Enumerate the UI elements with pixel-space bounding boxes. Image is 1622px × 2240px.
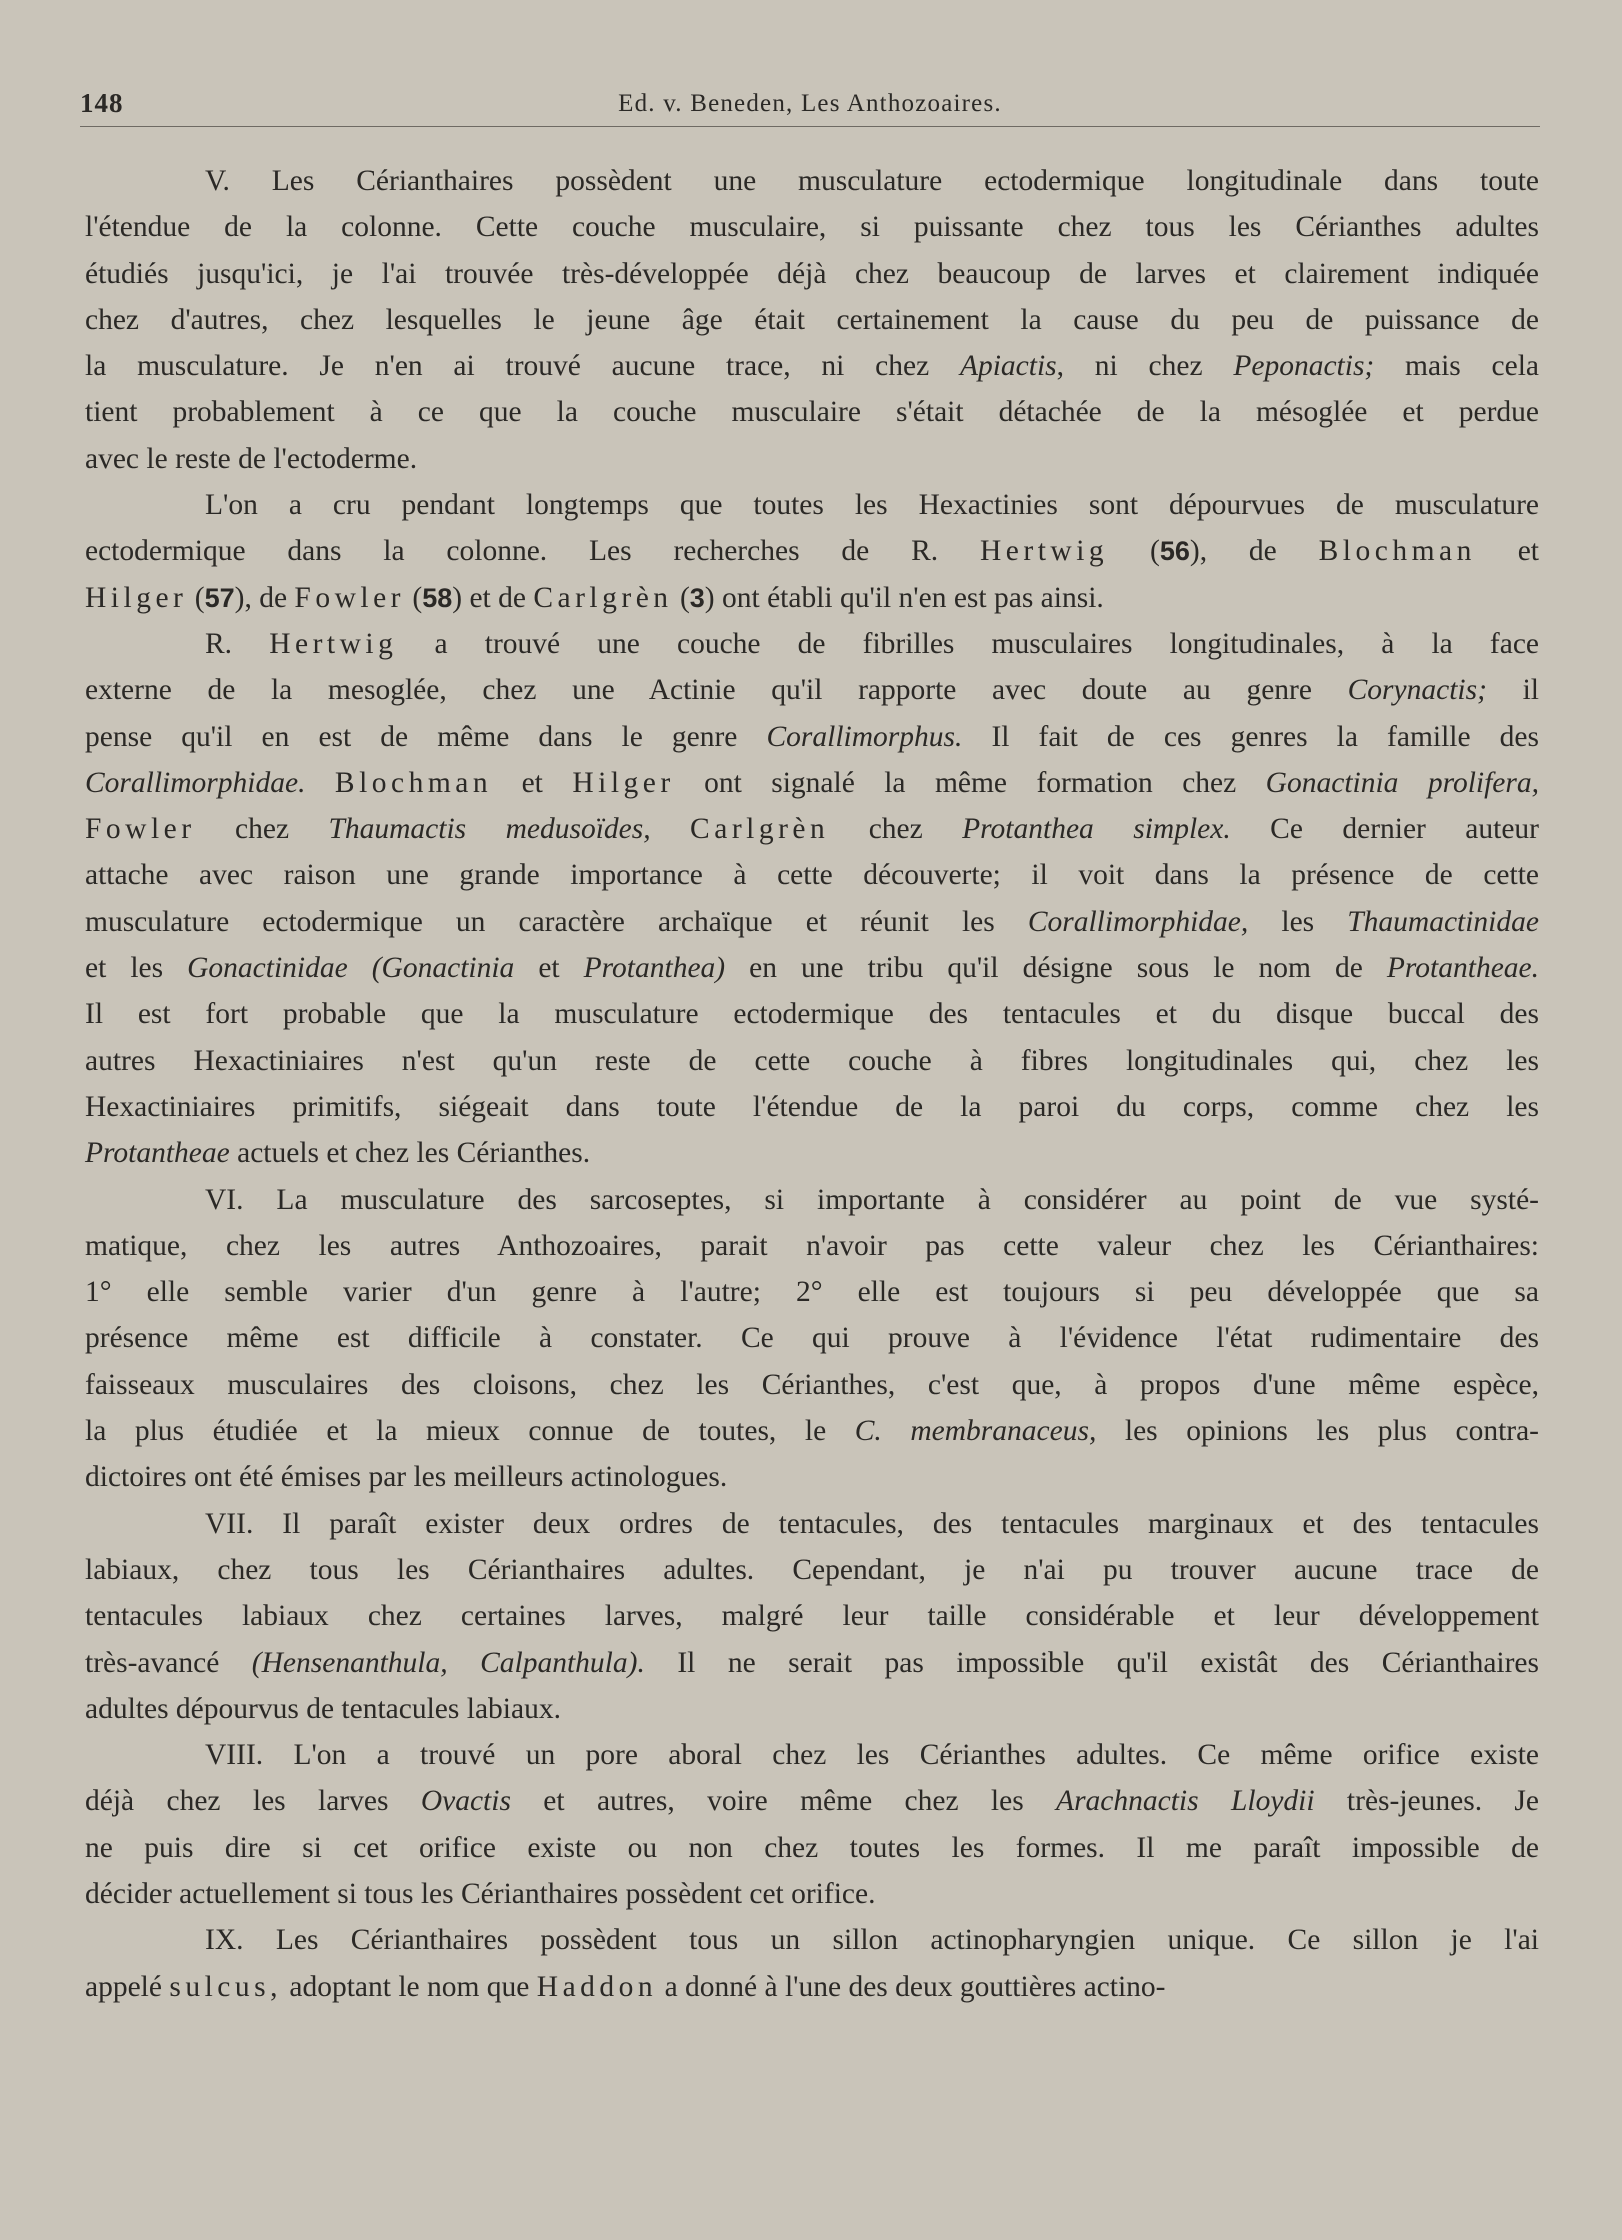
body-text: [85, 158, 1539, 2010]
text-line: R. Hertwig a trouvé une couche de fibrilles musculaires longitudinales, à la face: [205, 627, 1539, 660]
text-line: faisseaux musculaires des cloisons, chez les Cérianthes, c'est que, à propos d'une même espèce,: [85, 1368, 1539, 1401]
text-line: tient probablement à ce que la couche musculaire s'était détachée de la mésoglée et perdue: [85, 396, 1539, 429]
page-number: 148: [80, 88, 124, 118]
text-line: avec le reste de l'ectoderme.: [85, 442, 418, 475]
text-line: déjà chez les larves Ovactis et autres, voire même chez les Arachnactis Lloydii très-jeunes. Je: [85, 1785, 1540, 1818]
text-line: adultes dépourvus de tentacules labiaux.: [85, 1692, 561, 1725]
paragraph: [85, 621, 1539, 1177]
text-line: ectodermique dans la colonne. Les recherches de R. Hertwig (56), de Blochman et: [85, 535, 1540, 568]
text-line: la musculature. Je n'en ai trouvé aucune trace, ni chez Apiactis, ni chez Peponactis; mais cela: [85, 350, 1540, 383]
text-line: VI. La musculature des sarcoseptes, si importante à considérer au point de vue systé-: [205, 1183, 1539, 1216]
text-line: Il est fort probable que la musculature ectodermique des tentacules et du disque buccal des: [85, 998, 1539, 1031]
paragraph: [85, 1501, 1539, 1732]
text-line: Protantheae actuels et chez les Cérianthes.: [85, 1137, 591, 1170]
text-line: étudiés jusqu'ici, je l'ai trouvée très-développée déjà chez beaucoup de larves et clairement indiquée: [85, 257, 1539, 290]
text-line: L'on a cru pendant longtemps que toutes les Hexactinies sont dépourvues de musculature: [205, 489, 1539, 522]
text-line: externe de la mesoglée, chez une Actinie qu'il rapporte avec doute au genre Corynactis; il: [85, 674, 1539, 707]
text-line: 1° elle semble varier d'un genre à l'autre; 2° elle est toujours si peu développée que sa: [85, 1276, 1539, 1309]
text-line: V. Les Cérianthaires possèdent une musculature ectodermique longitudinale dans toute: [205, 165, 1539, 197]
text-line: ne puis dire si cet orifice existe ou non chez toutes les formes. Il me paraît impossible de: [85, 1831, 1539, 1864]
paragraph: [85, 1917, 1539, 2010]
paragraph: [85, 482, 1539, 621]
text-line: l'étendue de la colonne. Cette couche musculaire, si puissante chez tous les Cérianthes adultes: [85, 211, 1539, 244]
text-line: IX. Les Cérianthaires possèdent tous un sillon actinopharyngien unique. Ce sillon je l'ai: [205, 1924, 1539, 1957]
text-line: labiaux, chez tous les Cérianthaires adultes. Cependant, je n'ai pu trouver aucune trace de: [85, 1553, 1539, 1586]
text-line: la plus étudiée et la mieux connue de toutes, le C. membranaceus, les opinions les plus contra-: [85, 1415, 1539, 1448]
text-line: matique, chez les autres Anthozoaires, parait n'avoir pas cette valeur chez les Cérianthaires:: [85, 1229, 1539, 1262]
text-line: très-avancé (Hensenanthula, Calpanthula). Il ne serait pas impossible qu'il existât des Cérianthaires: [85, 1646, 1540, 1679]
text-line: musculature ectodermique un caractère archaïque et réunit les Corallimorphidae, les Thaumactinidae: [85, 905, 1539, 938]
text-line: tentacules labiaux chez certaines larves, malgré leur taille considérable et leur développement: [85, 1600, 1539, 1633]
paragraph: [85, 1177, 1539, 1501]
text-line: attache avec raison une grande importance à cette découverte; il voit dans la présence de cette: [85, 859, 1539, 892]
text-line: VII. Il paraît exister deux ordres de tentacules, des tentacules marginaux et des tentacules: [205, 1507, 1539, 1540]
page-header: [80, 86, 1540, 127]
text-line: Corallimorphidae. Blochman et Hilger ont signalé la même formation chez Gonactinia prolifera,: [85, 766, 1540, 799]
text-line: et les Gonactinidae (Gonactinia et Protanthea) en une tribu qu'il désigne sous le nom de Protantheae.: [85, 952, 1540, 985]
text-line: Hilger (57), de Fowler (58) et de Carlgrèn (3) ont établi qu'il n'en est pas ainsi.: [85, 581, 1104, 614]
text-line: décider actuellement si tous les Cérianthaires possèdent cet orifice.: [85, 1877, 876, 1910]
text-line: Hexactiniaires primitifs, siégeait dans toute l'étendue de la paroi du corps, comme chez les: [85, 1090, 1539, 1123]
text-line: autres Hexactiniaires n'est qu'un reste de cette couche à fibres longitudinales qui, chez les: [85, 1044, 1539, 1077]
text-line: pense qu'il en est de même dans le genre Corallimorphus. Il fait de ces genres la famille des: [85, 720, 1539, 753]
text-line: VIII. L'on a trouvé un pore aboral chez les Cérianthes adultes. Ce même orifice existe: [205, 1739, 1539, 1772]
paragraph: [85, 1732, 1539, 1917]
running-title: Ed. v. Beneden, Les Anthozoaires.: [618, 90, 1002, 117]
text-line: dictoires ont été émises par les meilleurs actinologues.: [85, 1461, 728, 1494]
text-line: présence même est difficile à constater. Ce qui prouve à l'évidence l'état rudimentaire des: [85, 1322, 1539, 1355]
text-line: Fowler chez Thaumactis medusoïdes, Carlgrèn chez Protanthea simplex. Ce dernier auteur: [85, 813, 1540, 846]
paragraph: [85, 158, 1539, 482]
text-line: chez d'autres, chez lesquelles le jeune âge était certainement la cause du peu de puissance de: [85, 303, 1539, 336]
text-line: appelé sulcus, adoptant le nom que Haddon a donné à l'une des deux gouttières actino-: [85, 1970, 1166, 2003]
